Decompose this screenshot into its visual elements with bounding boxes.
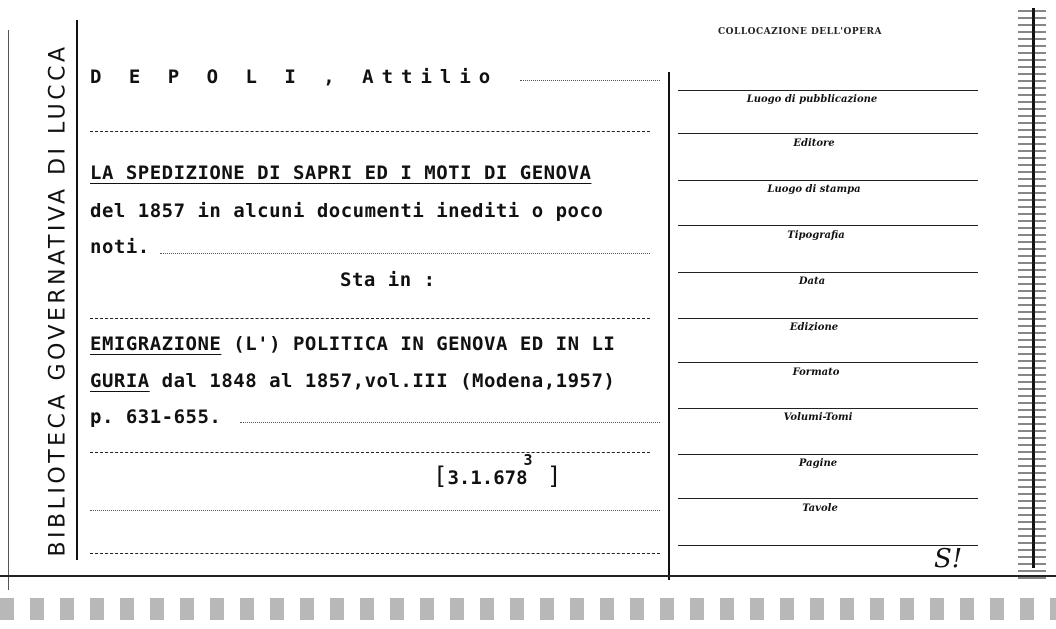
- bottom-edge-texture: [0, 598, 1056, 620]
- field-line: [678, 362, 978, 363]
- field-date: Data: [798, 276, 826, 287]
- right-edge-texture: [1018, 10, 1046, 580]
- field-line: [678, 318, 978, 319]
- left-edge-line: [8, 30, 9, 590]
- title-line-1: [90, 162, 591, 184]
- rule-dots: [160, 253, 650, 254]
- source-line-1: [90, 333, 615, 355]
- rule-line: [90, 452, 650, 453]
- field-format: Formato: [792, 367, 840, 378]
- panel-divider-rule: [668, 72, 670, 580]
- field-line: [678, 272, 978, 273]
- field-line: [678, 545, 978, 546]
- source-series-title-part1: EMIGRAZIONE: [90, 333, 222, 355]
- rule-line: [90, 318, 650, 319]
- author-name: D E P O L I , Attilio: [90, 66, 499, 88]
- rule-dots: [240, 422, 660, 423]
- field-plates: Tavole: [802, 503, 838, 514]
- contained-in-label: Sta in :: [340, 269, 436, 291]
- rule-line: [90, 553, 660, 554]
- field-edition: Edizione: [789, 322, 839, 333]
- field-line: [678, 180, 978, 181]
- left-margin-rule: [76, 20, 78, 560]
- source-pages: p. 631-655.: [90, 406, 222, 428]
- source-series-title-part2: GURIA: [90, 370, 150, 392]
- source-line-2: [90, 370, 615, 392]
- field-line: [678, 90, 978, 91]
- title-line-3: noti.: [90, 236, 150, 258]
- field-pages: Pagine: [798, 458, 838, 469]
- shelfmark: [3.1.678$^3$ ]: [433, 450, 562, 490]
- field-line: [678, 454, 978, 455]
- field-publisher: Editore: [793, 138, 835, 149]
- field-place-of-printing: Luogo di stampa: [767, 184, 861, 195]
- source-line-2-rest: dal 1848 al 1857,vol.III (Modena,1957): [149, 370, 616, 392]
- handwritten-mark: S!: [934, 544, 963, 574]
- source-line-1-rest: (L') POLITICA IN GENOVA ED IN LI: [221, 333, 616, 355]
- rule-dots: [90, 510, 660, 511]
- shelfmark-superscript: 3: [523, 450, 533, 469]
- library-label: BIBLIOTECA GOVERNATIVA DI LUCCA: [45, 43, 71, 557]
- field-printer: Tipografia: [787, 230, 845, 241]
- field-line: [678, 498, 978, 499]
- shelfmark-value: 3.1.678: [447, 467, 528, 489]
- card-bottom-edge: [0, 575, 1056, 577]
- field-line: [678, 408, 978, 409]
- title-line-2: del 1857 in alcuni documenti inediti o poco: [90, 200, 604, 222]
- field-place-of-publication: Luogo di pubblicazione: [746, 94, 878, 105]
- rule-dots: [520, 80, 660, 81]
- field-line: [678, 133, 978, 134]
- rule-line: [90, 131, 650, 132]
- field-line: [678, 225, 978, 226]
- title-line-1-text: LA SPEDIZIONE DI SAPRI ED I MOTI DI GENOVA: [90, 162, 592, 184]
- field-volumes: Volumi-Tomi: [783, 412, 853, 423]
- panel-title: COLLOCAZIONE DELL'OPERA: [718, 27, 882, 37]
